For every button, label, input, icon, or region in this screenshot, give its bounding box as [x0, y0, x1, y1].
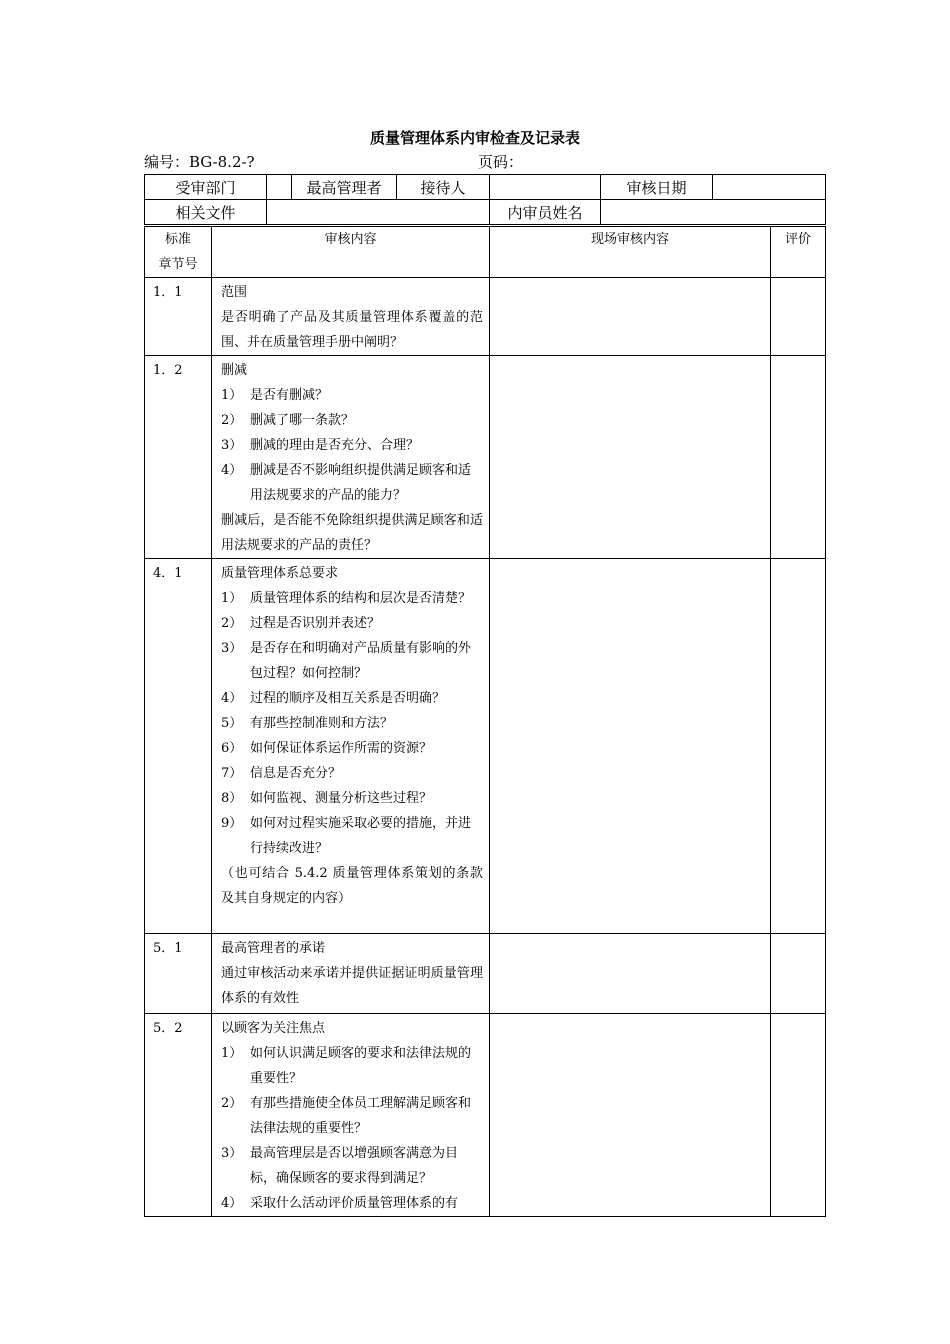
checklist-item-text: 最高管理层是否以增强顾客满意为目标，确保顾客的要求得到满足？	[250, 1146, 459, 1186]
checklist-item-number: 1）	[221, 388, 243, 403]
checklist-item	[221, 636, 483, 686]
checklist-item-text: 删减了哪一条款？	[250, 413, 355, 428]
section-note: （也可结合 5.4.2 质量管理体系策划的条款及其自身规定的内容）	[221, 866, 483, 906]
section-note: 通过审核活动来承诺并提供证据证明质量管理体系的有效性	[221, 966, 483, 1006]
checklist-item-text: 采取什么活动评价质量管理体系的有	[250, 1196, 459, 1211]
related-docs-field[interactable]	[267, 200, 490, 225]
table-row	[145, 356, 826, 559]
checklist-item	[221, 611, 483, 636]
section-heading: 范围	[221, 285, 248, 300]
checklist-item-text: 是否存在和明确对产品质量有影响的外包过程？如何控制？	[250, 641, 472, 681]
checklist-item	[221, 586, 483, 611]
section-heading: 质量管理体系总要求	[221, 566, 339, 581]
checklist-item	[221, 458, 483, 508]
section-heading: 以顾客为关注焦点	[221, 1021, 326, 1036]
section-number: 5．2	[145, 1014, 212, 1217]
rating-cell[interactable]	[771, 356, 826, 559]
checklist-item-number: 9）	[221, 816, 243, 831]
column-header-row	[145, 227, 826, 278]
table-row	[145, 278, 826, 356]
section-number: 4．1	[145, 559, 212, 934]
checklist-item	[221, 786, 483, 811]
checklist-item-number: 5）	[221, 716, 243, 731]
checklist-item-text: 删减的理由是否充分、合理？	[250, 438, 420, 453]
audit-content-cell	[212, 1014, 490, 1217]
checklist-item-number: 2）	[221, 413, 243, 428]
rating-cell[interactable]	[771, 934, 826, 1014]
section-heading: 删减	[221, 363, 248, 378]
rating-cell[interactable]	[771, 278, 826, 356]
checklist-item-number: 2）	[221, 1096, 243, 1111]
header-row-2	[145, 200, 826, 225]
table-row	[145, 1014, 826, 1217]
checklist-item	[221, 686, 483, 711]
checklist-item	[221, 1191, 483, 1216]
section-number: 1．2	[145, 356, 212, 559]
audit-rows	[145, 278, 826, 1217]
checklist-item-number: 1）	[221, 1046, 243, 1061]
section-note: 是否明确了产品及其质量管理体系覆盖的范围、并在质量管理手册中阐明？	[221, 310, 483, 350]
onsite-audit-cell[interactable]	[490, 278, 771, 356]
checklist-item-text: 信息是否充分？	[250, 766, 342, 781]
checklist-item	[221, 711, 483, 736]
table-row	[145, 559, 826, 934]
checklist-item-text: 删减是否不影响组织提供满足顾客和适用法规要求的产品的能力？	[250, 463, 472, 503]
section-number: 1．1	[145, 278, 212, 356]
section-note: 删减后，是否能不免除组织提供满足顾客和适用法规要求的产品的责任？	[221, 513, 483, 553]
checklist-item-text: 如何保证体系运作所需的资源？	[250, 741, 433, 756]
checklist-item	[221, 1091, 483, 1141]
audited-dept-label: 受审部门	[145, 175, 267, 200]
onsite-col-header: 现场审核内容	[490, 227, 771, 278]
rating-col-header: 评价	[771, 227, 826, 278]
top-management-label: 最高管理者	[292, 175, 397, 200]
form-title: 质量管理体系内审检查及记录表	[369, 129, 580, 147]
auditor-name-label: 内审员姓名	[490, 200, 601, 225]
audit-content-cell	[212, 934, 490, 1014]
page-number: 页码：	[478, 153, 524, 171]
checklist-item-number: 3）	[221, 641, 243, 656]
checklist-item-text: 有那些控制准则和方法？	[250, 716, 394, 731]
receptionist-label: 接待人	[397, 175, 490, 200]
checklist-item	[221, 383, 483, 408]
checklist-item-text: 是否有删减？	[250, 388, 329, 403]
section-col-header: 标准 章节号	[145, 227, 212, 278]
rating-cell[interactable]	[771, 1014, 826, 1217]
checklist-item-number: 6）	[221, 741, 243, 756]
checklist-item	[221, 736, 483, 761]
audited-dept-field[interactable]	[267, 175, 292, 200]
section-heading: 最高管理者的承诺	[221, 941, 326, 956]
checklist-item-number: 4）	[221, 1196, 243, 1211]
checklist-item-text: 有那些措施使全体员工理解满足顾客和法律法规的重要性？	[250, 1096, 472, 1136]
checklist-item-text: 如何认识满足顾客的要求和法律法规的重要性？	[250, 1046, 472, 1086]
onsite-audit-cell[interactable]	[490, 356, 771, 559]
checklist-item	[221, 1041, 483, 1091]
checklist-item	[221, 408, 483, 433]
checklist-item-number: 3）	[221, 438, 243, 453]
section-number: 5．1	[145, 934, 212, 1014]
checklist-item-text: 质量管理体系的结构和层次是否清楚？	[250, 591, 472, 606]
audit-date-label: 审核日期	[601, 175, 713, 200]
checklist-item-text: 过程的顺序及相互关系是否明确？	[250, 691, 446, 706]
checklist-item	[221, 1141, 483, 1191]
audit-table	[144, 226, 826, 1217]
document-number: 编号：BG-8.2-?	[144, 153, 255, 171]
content-col-header: 审核内容	[212, 227, 490, 278]
rating-cell[interactable]	[771, 559, 826, 934]
auditor-name-field[interactable]	[601, 200, 826, 225]
checklist-item-number: 3）	[221, 1146, 243, 1161]
onsite-audit-cell[interactable]	[490, 559, 771, 934]
checklist-item-number: 4）	[221, 691, 243, 706]
audit-content-cell	[212, 356, 490, 559]
checklist-item-text: 如何对过程实施采取必要的措施，并进行持续改进？	[250, 816, 472, 856]
checklist-item-text: 如何监视、测量分析这些过程？	[250, 791, 433, 806]
checklist-item-text: 过程是否识别并表述？	[250, 616, 381, 631]
related-docs-label: 相关文件	[145, 200, 267, 225]
checklist-item-number: 1）	[221, 591, 243, 606]
checklist-item	[221, 433, 483, 458]
audit-content-cell	[212, 559, 490, 934]
onsite-audit-cell[interactable]	[490, 934, 771, 1014]
receptionist-field[interactable]	[490, 175, 601, 200]
audit-content-cell	[212, 278, 490, 356]
onsite-audit-cell[interactable]	[490, 1014, 771, 1217]
checklist-item-number: 7）	[221, 766, 243, 781]
table-row	[145, 934, 826, 1014]
checklist-item	[221, 811, 483, 861]
header-table	[144, 174, 826, 225]
checklist-item-number: 4）	[221, 463, 243, 478]
checklist-item	[221, 761, 483, 786]
checklist-item-number: 8）	[221, 791, 243, 806]
audit-date-field[interactable]	[713, 175, 826, 200]
checklist-item-number: 2）	[221, 616, 243, 631]
header-row-1	[145, 175, 826, 200]
